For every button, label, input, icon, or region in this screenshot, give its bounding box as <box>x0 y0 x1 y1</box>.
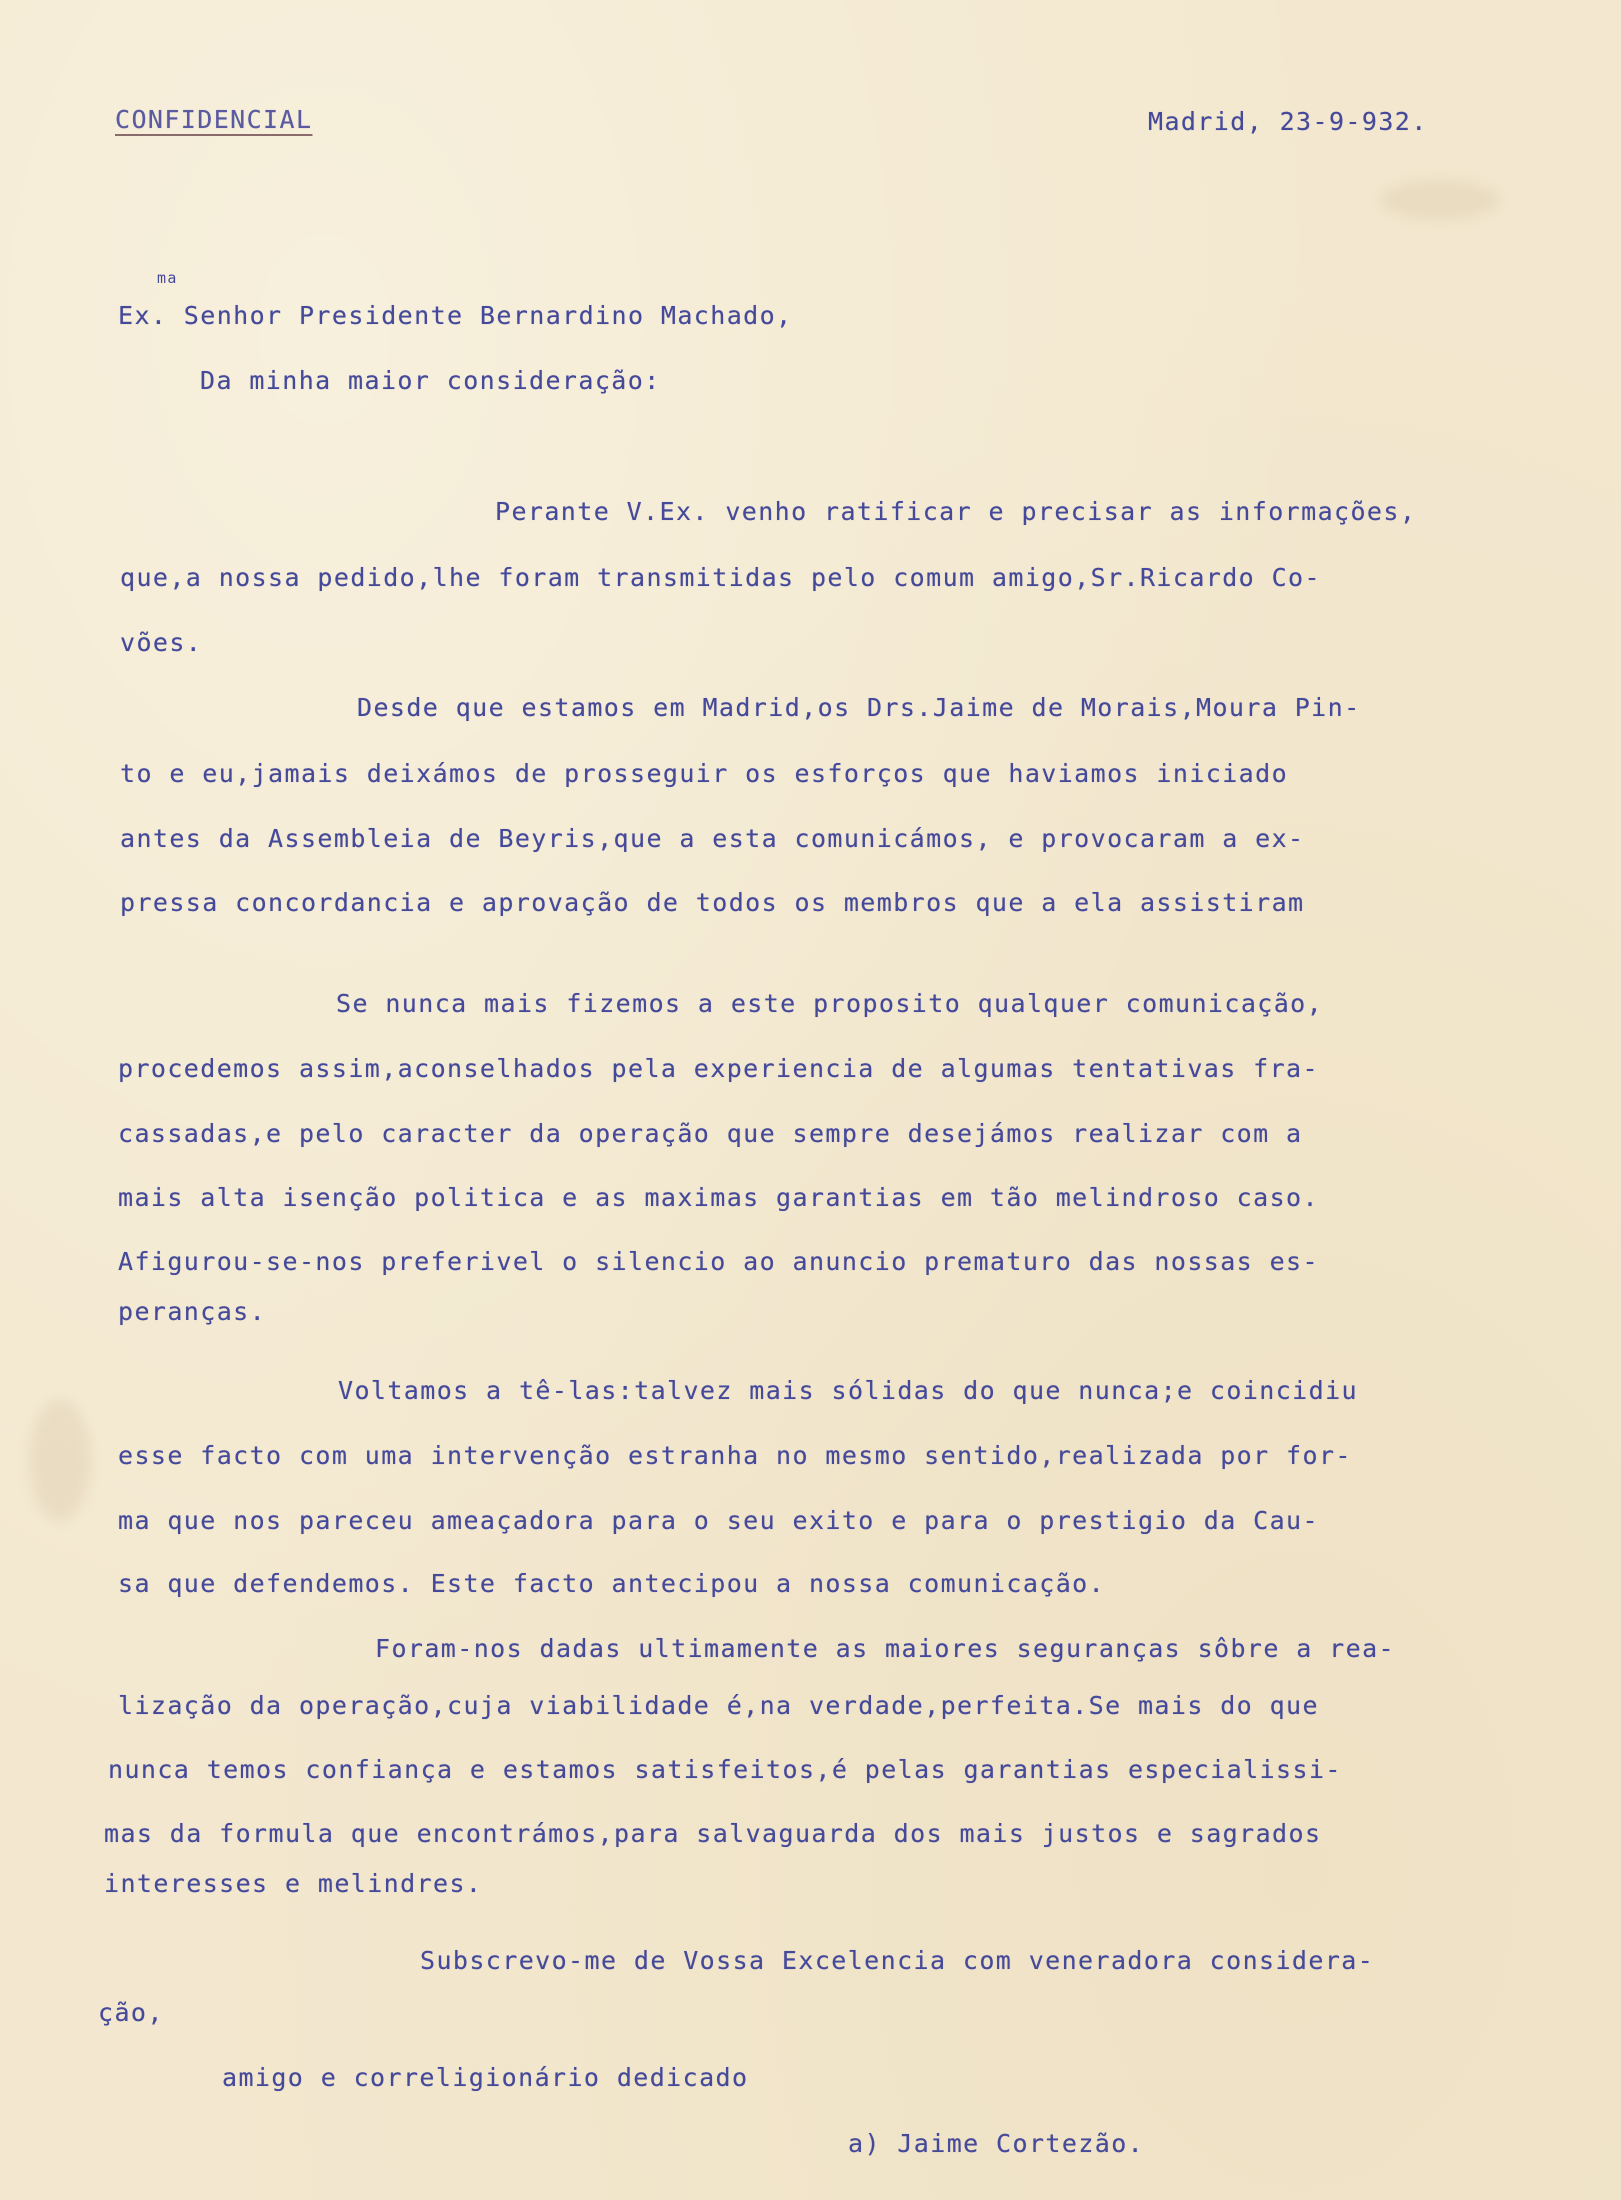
body-line: mais alta isenção politica e as maximas garantias em tão melindroso caso. <box>118 1183 1319 1212</box>
body-line: Subscrevo-me de Vossa Excelencia com veneradora considera- <box>420 1946 1375 1975</box>
salutation: Ex. Senhor Presidente Bernardino Machado, <box>118 301 793 330</box>
body-line: Afigurou-se-nos preferivel o silencio ao anuncio prematuro das nossas es- <box>118 1247 1319 1276</box>
body-line: que,a nossa pedido,lhe foram transmitidas pelo comum amigo,Sr.Ricardo Co- <box>120 563 1321 592</box>
body-line: Desde que estamos em Madrid,os Drs.Jaime de Morais,Moura Pin- <box>357 693 1361 722</box>
body-line: interesses e melindres. <box>104 1869 483 1898</box>
body-line: Voltamos a tê-las:talvez mais sólidas do que nunca;e coincidiu <box>338 1376 1358 1405</box>
salutation-superscript: ma <box>157 269 178 287</box>
body-line: sa que defendemos. Este facto antecipou a nossa comunicação. <box>118 1569 1106 1598</box>
closing-line: amigo e correligionário dedicado <box>222 2063 749 2092</box>
body-line: to e eu,jamais deixámos de prosseguir os esforços que haviamos iniciado <box>120 759 1289 788</box>
body-line: cassadas,e pelo caracter da operação que sempre desejámos realizar com a <box>118 1119 1303 1148</box>
body-line: ção, <box>98 1998 164 2027</box>
body-line: esse facto com uma intervenção estranha no mesmo sentido,realizada por for- <box>118 1441 1352 1470</box>
place-date: Madrid, 23-9-932. <box>1148 107 1428 136</box>
body-line: ma que nos pareceu ameaçadora para o seu exito e para o prestigio da Cau- <box>118 1506 1319 1535</box>
body-line: peranças. <box>118 1297 267 1326</box>
body-line: antes da Assembleia de Beyris,que a esta comunicámos, e provocaram a ex- <box>120 824 1305 853</box>
paper-stain <box>1380 180 1500 220</box>
signature: a) Jaime Cortezão. <box>848 2129 1145 2158</box>
body-line: lização da operação,cuja viabilidade é,na verdade,perfeita.Se mais do que <box>118 1691 1319 1720</box>
body-line: mas da formula que encontrámos,para salvaguarda dos mais justos e sagrados <box>104 1819 1322 1848</box>
paper-stain <box>30 1400 90 1520</box>
body-line: Foram-nos dadas ultimamente as maiores seguranças sôbre a rea- <box>375 1634 1395 1663</box>
body-line: pressa concordancia e aprovação de todos os membros que a ela assistiram <box>120 888 1305 917</box>
body-line: Se nunca mais fizemos a este proposito qualquer comunicação, <box>336 989 1324 1018</box>
greeting: Da minha maior consideração: <box>200 366 661 395</box>
body-line: procedemos assim,aconselhados pela experiencia de algumas tentativas fra- <box>118 1054 1319 1083</box>
body-line: vões. <box>120 628 203 657</box>
body-line: Perante V.Ex. venho ratificar e precisar as informações, <box>495 497 1417 526</box>
confidential-label: CONFIDENCIAL <box>115 105 313 134</box>
body-line: nunca temos confiança e estamos satisfeitos,é pelas garantias especialissi- <box>108 1755 1342 1784</box>
